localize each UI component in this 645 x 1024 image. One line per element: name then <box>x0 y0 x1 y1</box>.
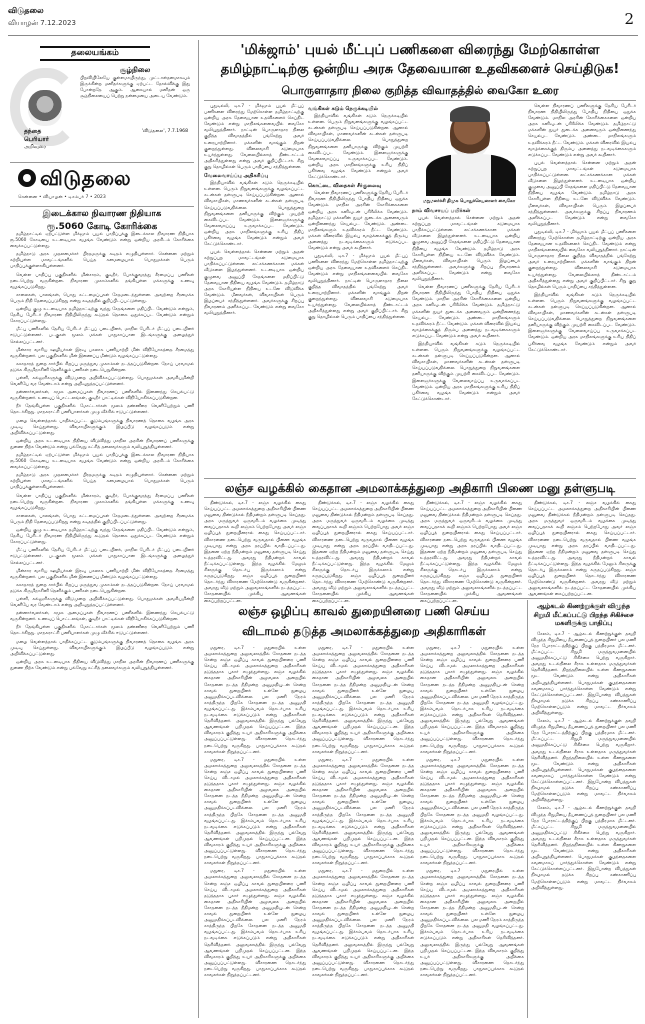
top-col-4-text-b: புயல் வெள்ளத்தால் சென்னை மற்றும் அதன் சுற்றுப்புற மாவட்டங்கள் கடுமையாக பாதிக்கப்பட்டுள்ளன. லட்சக்கணக்கான மக்கள் வீடுகளை இழந்துள்ளனர். உடனடியாக ஒன்றிய குழுவை அனுப்பி சேதங்களை மதிப்பிட்டு தேவையான நிதியை வழங்க வேண்டும். தமிழ்நாடு அரசு கோரியுள்ள நிதியை உடனே விடுவிக்க வேண்டும். மீனவர்கள், விவசாயிகள் பெரும் இழப்பைச் சந்தித்துள்ளனர். அவர்களுக்கு சிறப்பு நிவாரணம் அளிக்கப்பட வேண்டும் என்று வைகோ வலியுறுத்தினார். <box>528 160 636 227</box>
bottom-col-3-text-c: மதுரை, டிச.7 - மதுரையில் உள்ள அமலாக்கத்துறை அலுவலகத்தில் சோதனை நடத்த சென்ற லஞ்ச ஒழிப்பு காவல் துறையினரை பணி செய்ய விடாமல் அமலாக்கத்துறை அதிகாரிகள் தடுத்ததாக புகார் எழுந்துள்ளது. லஞ்ச வழக்கில் கைதான அதிகாரியின் அலுவலக அறையில் சோதனை நடத்த நீதிமன்ற அனுமதியுடன் சென்ற காவல் துறையினர் உள்ளே நுழைய அனுமதிக்கப்படவில்லை. பல மணி நேரம் காத்திருந்த பிறகே சோதனை நடத்த அனுமதி வழங்கப்பட்டது. இச்சம்பவம் தொடர்பாக உரிய நடவடிக்கை எடுக்கப்படும் என்று அதிகாரிகள் தெரிவித்தனர். அலுவலகத்தில் இருந்து பல்வேறு ஆவணங்கள் பறிமுதல் செய்யப்பட்டன. இந்த விவகாரம் குறித்து உயர் அதிகாரிகளுக்கு அறிக்கை அனுப்பப்பட்டுள்ளது. விசாரணை தொடர்ந்து நடைபெற்று வருகிறது. பாதுகாப்புக்காக கூடுதல் காவலர்கள் நிறுத்தப்பட்டனர். <box>420 869 524 978</box>
bottom-col-3-text: மதுரை, டிச.7 - மதுரையில் உள்ள அமலாக்கத்துறை அலுவலகத்தில் சோதனை நடத்த சென்ற லஞ்ச ஒழிப்பு காவல் துறையினரை பணி செய்ய விடாமல் அமலாக்கத்துறை அதிகாரிகள் தடுத்ததாக புகார் எழுந்துள்ளது. லஞ்ச வழக்கில் கைதான அதிகாரியின் அலுவலக அறையில் சோதனை நடத்த நீதிமன்ற அனுமதியுடன் சென்ற காவல் துறையினர் உள்ளே நுழைய அனுமதிக்கப்படவில்லை. பல மணி நேரம் காத்திருந்த பிறகே சோதனை நடத்த அனுமதி வழங்கப்பட்டது. இச்சம்பவம் தொடர்பாக உரிய நடவடிக்கை எடுக்கப்படும் என்று அதிகாரிகள் தெரிவித்தனர். அலுவலகத்தில் இருந்து பல்வேறு ஆவணங்கள் பறிமுதல் செய்யப்பட்டன. இந்த விவகாரம் குறித்து உயர் அதிகாரிகளுக்கு அறிக்கை அனுப்பப்பட்டுள்ளது. விசாரணை தொடர்ந்து நடைபெற்று வருகிறது. பாதுகாப்புக்காக கூடுதல் காவலர்கள் நிறுத்தப்பட்டனர். <box>420 646 524 755</box>
top-col-2-text: இந்தியாவில் வங்கிகள் கடும் நெருக்கடியில் உள்ளன. பெரும் நிறுவனங்களுக்கு வழங்கப்பட்ட கடன்கள் தள்ளுபடி செய்யப்படுகின்றன. ஆனால் விவசாயிகள், மாணவர்களின் கடன்கள் தள்ளுபடி செய்யப்படுவதில்லை. பொதுத்துறை நிறுவனங்களை தனியாருக்கு விற்கும் முயற்சி கைவிடப்பட வேண்டும். இளைஞர்களுக்கு வேலைவாய்ப்பு உருவாக்கப்பட வேண்டும். ஒன்றிய அரசு மாநிலங்களுக்கு உரிய நிதிப் பகிர்வை வழங்க வேண்டும் என்றும் அவர் கேட்டுக்கொண்டார். <box>308 114 408 181</box>
portrait-caption-1: தந்தை <box>24 128 42 135</box>
portrait-caption-3: அறிவுரை <box>24 144 46 150</box>
right-box-text-b: சேலம், டிச.7 - ஆழ்கடல் கிணற்றுக்குள் தவறி விழுந்த சிறுமியை தீயணைப்புத் துறையினர் பல மணி நேர போராட்டத்திற்குப் பிறகு பத்திரமாக மீட்டனர். மீட்கப்பட்ட சிறுமி மருத்துவமனையில் அனுமதிக்கப்பட்டு சிகிச்சை பெற்று வருகிறார். அவரது உடல்நிலை சீராக உள்ளதாக மருத்துவர்கள் தெரிவித்தனர். திறந்தநிலையில் உள்ள கிணறுகளை மூட வேண்டும் என்று அதிகாரிகள் அறிவுறுத்தியுள்ளனர். பொதுமக்கள் குழந்தைகளை கவனமாகப் பார்த்துக்கொள்ள வேண்டும் என்று கேட்டுக்கொள்ளப்பட்டனர். இதுபோன்ற விபத்துகள் நிகழாமல் தடுக்க சிறப்பு கண்காணிப்பு மேற்கொள்ளப்படும் என்று மாவட்ட நிர்வாகம் அறிவித்துள்ளது. <box>531 719 636 804</box>
mid-col-4 <box>528 501 636 598</box>
left-para: ஒன்றிய அரசு உடனடியாக நிதியை விடுவித்து மாநில அரசின் நிவாரணப் பணிகளுக்கு துணை நிற்க வேண்டும் என்று பல்வேறு கட்சித் தலைவர்களும் வலியுறுத்தியுள்ளனர். <box>10 438 194 450</box>
left-article-headline <box>10 206 194 233</box>
editorial-section-label <box>40 46 150 61</box>
portrait-caption-2: பெரியார் <box>24 136 49 143</box>
header-date: வியாழன் 7.12.2023 <box>8 19 76 27</box>
top-head-rule <box>204 100 636 101</box>
right-box-text: சேலம், டிச.7 - ஆழ்கடல் கிணற்றுக்குள் தவறி விழுந்த சிறுமியை தீயணைப்புத் துறையினர் பல மணி நேர போராட்டத்திற்குப் பிறகு பத்திரமாக மீட்டனர். மீட்கப்பட்ட சிறுமி மருத்துவமனையில் அனுமதிக்கப்பட்டு சிகிச்சை பெற்று வருகிறார். அவரது உடல்நிலை சீராக உள்ளதாக மருத்துவர்கள் தெரிவித்தனர். திறந்தநிலையில் உள்ள கிணறுகளை மூட வேண்டும் என்று அதிகாரிகள் அறிவுறுத்தியுள்ளனர். பொதுமக்கள் குழந்தைகளை கவனமாகப் பார்த்துக்கொள்ள வேண்டும் என்று கேட்டுக்கொள்ளப்பட்டனர். இதுபோன்ற விபத்துகள் நிகழாமல் தடுக்க சிறப்பு கண்காணிப்பு மேற்கொள்ளப்படும் என்று மாவட்ட நிர்வாகம் அறிவித்துள்ளது. <box>531 631 636 716</box>
photo-caption: மறுமலர்ச்சி திமுக பொதுச்செயலாளர் வைகோ <box>422 199 515 204</box>
page-number: 2 <box>624 10 634 28</box>
bottom-headline-1: லஞ்ச ஒழிப்பு காவல் துறையினரை பணி செய்ய <box>238 604 490 618</box>
top-subhead-4: நாம் விவசாயப் பயிர்கள் <box>412 208 471 214</box>
top-col-4 <box>528 104 636 474</box>
column-divider <box>198 40 199 1018</box>
left-para: மின்சார வாரிய ஊழியர்கள் இரவு பகலாக பணியாற்றி மின் விநியோகத்தை சீரமைத்து வருகின்றனர். பல பகுதிகளில் மின் இணைப்பு மீண்டும் வழங்கப்பட்டுள்ளது. <box>10 568 194 580</box>
left-para: மீட்பு பணிகளில் தேசிய பேரிடர் மீட்புப் படையினர், மாநில பேரிடர் மீட்புப் படையினர் ஈடுபட்டுள்ளனர். படகுகள் மூலம் மக்கள் பாதுகாப்பான இடங்களுக்கு அழைத்துச் செல்லப்பட்டனர். <box>10 327 194 345</box>
editorial-column-title: சூழ்நிலை <box>119 66 151 74</box>
bottom-col-3 <box>420 646 524 1018</box>
right-box-divider <box>527 600 528 1018</box>
bottom-col-2 <box>312 646 414 1018</box>
top-subhead-1: வங்கிகள் கடும் நெருக்கடியில் <box>308 106 379 112</box>
left-para: சாலைகள், பாலங்கள், பொது கட்டமைப்புகள் சேதமடைந்துள்ளன. அவற்றை சீரமைக்க பெரும் நிதி தேவைப்படுகிறது என்று கடிதத்தில் குறிப்பிடப்பட்டுள்ளது. <box>10 292 194 304</box>
left-para: சாலைகள், பாலங்கள், பொது கட்டமைப்புகள் சேதமடைந்துள்ளன. அவற்றை சீரமைக்க பெரும் நிதி தேவைப்படுகிறது என்று கடிதத்தில் குறிப்பிடப்பட்டுள்ளது. <box>10 513 194 525</box>
left-para: மின்சார வாரிய ஊழியர்கள் இரவு பகலாக பணியாற்றி மின் விநியோகத்தை சீரமைத்து வருகின்றனர். பல பகுதிகளில் மின் இணைப்பு மீண்டும் வழங்கப்பட்டுள்ளது. <box>10 347 194 359</box>
photo-shawl <box>426 154 516 196</box>
left-para: மழை வெள்ளத்தால் பாதிக்கப்பட்ட குடும்பங்களுக்கு நிவாரணத் தொகை வழங்க அரசு முடிவு செய்துள்ளது. விவசாயிகளுக்கும் இழப்பீடு வழங்கப்படும் என்று அறிவிக்கப்பட்டுள்ளது. <box>10 418 194 436</box>
bottom-col-1-text: மதுரை, டிச.7 - மதுரையில் உள்ள அமலாக்கத்துறை அலுவலகத்தில் சோதனை நடத்த சென்ற லஞ்ச ஒழிப்பு காவல் துறையினரை பணி செய்ய விடாமல் அமலாக்கத்துறை அதிகாரிகள் தடுத்ததாக புகார் எழுந்துள்ளது. லஞ்ச வழக்கில் கைதான அதிகாரியின் அலுவலக அறையில் சோதனை நடத்த நீதிமன்ற அனுமதியுடன் சென்ற காவல் துறையினர் உள்ளே நுழைய அனுமதிக்கப்படவில்லை. பல மணி நேரம் காத்திருந்த பிறகே சோதனை நடத்த அனுமதி வழங்கப்பட்டது. இச்சம்பவம் தொடர்பாக உரிய நடவடிக்கை எடுக்கப்படும் என்று அதிகாரிகள் தெரிவித்தனர். அலுவலகத்தில் இருந்து பல்வேறு ஆவணங்கள் பறிமுதல் செய்யப்பட்டன. இந்த விவகாரம் குறித்து உயர் அதிகாரிகளுக்கு அறிக்கை அனுப்பப்பட்டுள்ளது. விசாரணை தொடர்ந்து நடைபெற்று வருகிறது. பாதுகாப்புக்காக கூடுதல் காவலர்கள் நிறுத்தப்பட்டனர். <box>204 646 306 755</box>
mid-col-2 <box>312 501 414 604</box>
bottom-rule-top <box>204 598 636 599</box>
left-para: தன்னார்வலர்கள், சமூக அமைப்புகள் நிவாரணப் பணிகளில் இணைந்து செயல்பட்டு வருகின்றனர். உணவுப் பொட்டலங்கள், குடிநீர் பாட்டில்கள் விநியோகிக்கப்படுகின்றன. <box>10 611 194 623</box>
top-col-1-text-b: இந்தியாவில் வங்கிகள் கடும் நெருக்கடியில் உள்ளன. பெரும் நிறுவனங்களுக்கு வழங்கப்பட்ட கடன்கள் தள்ளுபடி செய்யப்படுகின்றன. ஆனால் விவசாயிகள், மாணவர்களின் கடன்கள் தள்ளுபடி செய்யப்படுவதில்லை. பொதுத்துறை நிறுவனங்களை தனியாருக்கு விற்கும் முயற்சி கைவிடப்பட வேண்டும். இளைஞர்களுக்கு வேலைவாய்ப்பு உருவாக்கப்பட வேண்டும். ஒன்றிய அரசு மாநிலங்களுக்கு உரிய நிதிப் பகிர்வை வழங்க வேண்டும் என்றும் அவர் கேட்டுக்கொண்டார். <box>204 181 304 248</box>
top-col-3-text: புயல் வெள்ளத்தால் சென்னை மற்றும் அதன் சுற்றுப்புற மாவட்டங்கள் கடுமையாக பாதிக்கப்பட்டுள்ளன. லட்சக்கணக்கான மக்கள் வீடுகளை இழந்துள்ளனர். உடனடியாக ஒன்றிய குழுவை அனுப்பி சேதங்களை மதிப்பிட்டு தேவையான நிதியை வழங்க வேண்டும். தமிழ்நாடு அரசு கோரியுள்ள நிதியை உடனே விடுவிக்க வேண்டும். மீனவர்கள், விவசாயிகள் பெரும் இழப்பைச் சந்தித்துள்ளனர். அவர்களுக்கு சிறப்பு நிவாரணம் அளிக்கப்பட வேண்டும் என்று வைகோ வலியுறுத்தினார். <box>412 216 520 283</box>
mid-col-1 <box>204 501 306 604</box>
top-col-4-text-c: புதுடில்லி, டிச.7 - மிக்ஜாம் புயல் மீட்புப் பணிகளை விரைந்து மேற்கொள்ள தமிழ்நாட்டிற்கு ஒன்றிய அரசு தேவையான உதவிகளைச் செய்திட வேண்டும் என்று மாநிலங்களவையில் வைகோ வலியுறுத்தினார். நாட்டின் பொருளாதார நிலை குறித்த விவாதத்தில் பங்கேற்று அவர் உரையாற்றினார். மக்களின் வாங்கும் திறன் குறைந்துள்ளது. விலைவாசி கடுமையாக உயர்ந்துள்ளது. வேலையில்லாத் திண்டாட்டம் அதிகரித்துள்ளது என்று அவர் குறிப்பிட்டார். சிறு குறு தொழில்கள் பெரும் பாதிப்பை சந்தித்துள்ளன. <box>528 229 636 290</box>
top-col-2-text-b: வெள்ள நிவாரணப் பணிகளுக்கு தேசிய பேரிடர் நிவாரண நிதியிலிருந்து போதிய நிதியை ஒதுக்க வேண்டும். மாநில அரசின் கோரிக்கைகளை ஒன்றிய அரசு கனிவுடன் பரிசீலிக்க வேண்டும். தமிழ்நாட்டு மக்களின் துயர் துடைக்க அனைவரும் ஒன்றிணைந்து செயல்பட வேண்டும். அண்டை மாநிலங்களும் உதவிக்கரம் நீட்ட வேண்டும். மக்கள் விரைவில் இயல்பு வாழ்க்கைக்குத் திரும்ப அனைத்து நடவடிக்கைகளும் எடுக்கப்பட வேண்டும் என்று அவர் கூறினார். <box>308 191 408 252</box>
mid-col-3 <box>420 501 522 604</box>
photo-hair <box>450 106 490 122</box>
top-subhead-3: கொட்டை விதைகள் சீர்குலைவு <box>308 183 382 190</box>
right-box <box>531 602 636 1018</box>
left-para: மீட்பு பணிகளில் தேசிய பேரிடர் மீட்புப் படையினர், மாநில பேரிடர் மீட்புப் படையினர் ஈடுபட்டுள்ளனர். படகுகள் மூலம் மக்கள் பாதுகாப்பான இடங்களுக்கு அழைத்துச் செல்லப்பட்டனர். <box>10 548 194 566</box>
mid-col-2-text: திண்டுக்கல், டிச.7 - லஞ்ச வழக்கில் கைது செய்யப்பட்ட அமலாக்கத்துறை அதிகாரியின் பிணை மனுவை திண்டுக்கல் நீதிமன்றம் தள்ளுபடி செய்தது. அரசு மருத்துவர் ஒருவரிடம் வழக்கை முடித்து வைப்பதாகக் கூறி லஞ்சம் பெற்றபோது அவர் லஞ்ச ஒழிப்புத் துறையினரால் கைது செய்யப்பட்டார். விசாரணை நடைபெற்று வருவதால் பிணை வழங்க முடியாது என்று அரசு தரப்பில் வாதிடப்பட்டது. இதனை ஏற்ற நீதிமன்றம் மனுவை தள்ளுபடி செய்து உத்தரவிட்டது. அவரது நீதிமன்றக் காவல் நீட்டிக்கப்பட்டுள்ளது. இந்த வழக்கில் மேலும் சிலருக்கு தொடர்பு இருக்கலாம் என்று கருதப்படுகிறது. லஞ்ச ஒழிப்புத் துறையினர் தொடர்ந்து விசாரணை மேற்கொண்டு வருகின்றனர். அவரது வீடு மற்றும் அலுவலகங்களில் நடத்தப்பட்ட சோதனையில் முக்கிய ஆவணங்கள் கைப்பற்றப்பட்டன. <box>312 501 414 604</box>
bottom-col-1 <box>204 646 306 1018</box>
right-box-body <box>531 632 636 1012</box>
masthead-logo-icon <box>18 169 36 187</box>
editorial-column-body: பிறவியிலேயே குள்ளமாயிருந்து, முட்டாள்தனமாகவும் இருக்கின்ற மனிதர்களுக்கு ஏற்பட்ட தோல்விக்கு இது போன்றதே ஆகும். ஆகையால் மனிதன் ஒரு சூழ்நிலையைப் பெற்று நன்மையை அடைய வேண்டும். <box>80 76 190 100</box>
top-col-1-text: புதுடில்லி, டிச.7 - மிக்ஜாம் புயல் மீட்புப் பணிகளை விரைந்து மேற்கொள்ள தமிழ்நாட்டிற்கு ஒன்றிய அரசு தேவையான உதவிகளைச் செய்திட வேண்டும் என்று மாநிலங்களவையில் வைகோ வலியுறுத்தினார். நாட்டின் பொருளாதார நிலை குறித்த விவாதத்தில் பங்கேற்று அவர் உரையாற்றினார். மக்களின் வாங்கும் திறன் குறைந்துள்ளது. விலைவாசி கடுமையாக உயர்ந்துள்ளது. வேலையில்லாத் திண்டாட்டம் அதிகரித்துள்ளது என்று அவர் குறிப்பிட்டார். சிறு குறு தொழில்கள் பெரும் பாதிப்பை சந்தித்துள்ளன. <box>204 104 304 170</box>
bottom-col-1-text-c: மதுரை, டிச.7 - மதுரையில் உள்ள அமலாக்கத்துறை அலுவலகத்தில் சோதனை நடத்த சென்ற லஞ்ச ஒழிப்பு காவல் துறையினரை பணி செய்ய விடாமல் அமலாக்கத்துறை அதிகாரிகள் தடுத்ததாக புகார் எழுந்துள்ளது. லஞ்ச வழக்கில் கைதான அதிகாரியின் அலுவலக அறையில் சோதனை நடத்த நீதிமன்ற அனுமதியுடன் சென்ற காவல் துறையினர் உள்ளே நுழைய அனுமதிக்கப்படவில்லை. பல மணி நேரம் காத்திருந்த பிறகே சோதனை நடத்த அனுமதி வழங்கப்பட்டது. இச்சம்பவம் தொடர்பாக உரிய நடவடிக்கை எடுக்கப்படும் என்று அதிகாரிகள் தெரிவித்தனர். அலுவலகத்தில் இருந்து பல்வேறு ஆவணங்கள் பறிமுதல் செய்யப்பட்டன. இந்த விவகாரம் குறித்து உயர் அதிகாரிகளுக்கு அறிக்கை அனுப்பப்பட்டுள்ளது. விசாரணை தொடர்ந்து நடைபெற்று வருகிறது. பாதுகாப்புக்காக கூடுதல் காவலர்கள் நிறுத்தப்பட்டனர். <box>204 869 306 978</box>
mid-col-3-text: திண்டுக்கல், டிச.7 - லஞ்ச வழக்கில் கைது செய்யப்பட்ட அமலாக்கத்துறை அதிகாரியின் பிணை மனுவை திண்டுக்கல் நீதிமன்றம் தள்ளுபடி செய்தது. அரசு மருத்துவர் ஒருவரிடம் வழக்கை முடித்து வைப்பதாகக் கூறி லஞ்சம் பெற்றபோது அவர் லஞ்ச ஒழிப்புத் துறையினரால் கைது செய்யப்பட்டார். விசாரணை நடைபெற்று வருவதால் பிணை வழங்க முடியாது என்று அரசு தரப்பில் வாதிடப்பட்டது. இதனை ஏற்ற நீதிமன்றம் மனுவை தள்ளுபடி செய்து உத்தரவிட்டது. அவரது நீதிமன்றக் காவல் நீட்டிக்கப்பட்டுள்ளது. இந்த வழக்கில் மேலும் சிலருக்கு தொடர்பு இருக்கலாம் என்று கருதப்படுகிறது. லஞ்ச ஒழிப்புத் துறையினர் தொடர்ந்து விசாரணை மேற்கொண்டு வருகின்றனர். அவரது வீடு மற்றும் அலுவலகங்களில் நடத்தப்பட்ட சோதனையில் முக்கிய ஆவணங்கள் கைப்பற்றப்பட்டன. <box>420 501 522 604</box>
top-col-3-text-c: இந்தியாவில் வங்கிகள் கடும் நெருக்கடியில் உள்ளன. பெரும் நிறுவனங்களுக்கு வழங்கப்பட்ட கடன்கள் தள்ளுபடி செய்யப்படுகின்றன. ஆனால் விவசாயிகள், மாணவர்களின் கடன்கள் தள்ளுபடி செய்யப்படுவதில்லை. பொதுத்துறை நிறுவனங்களை தனியாருக்கு விற்கும் முயற்சி கைவிடப்பட வேண்டும். இளைஞர்களுக்கு வேலைவாய்ப்பு உருவாக்கப்பட வேண்டும். ஒன்றிய அரசு மாநிலங்களுக்கு உரிய நிதிப் பகிர்வை வழங்க வேண்டும் என்றும் அவர் கேட்டுக்கொண்டார். <box>412 341 520 402</box>
top-col-1-text-c: புயல் வெள்ளத்தால் சென்னை மற்றும் அதன் சுற்றுப்புற மாவட்டங்கள் கடுமையாக பாதிக்கப்பட்டுள்ளன. லட்சக்கணக்கான மக்கள் வீடுகளை இழந்துள்ளனர். உடனடியாக ஒன்றிய குழுவை அனுப்பி சேதங்களை மதிப்பிட்டு தேவையான நிதியை வழங்க வேண்டும். தமிழ்நாடு அரசு கோரியுள்ள நிதியை உடனே விடுவிக்க வேண்டும். மீனவர்கள், விவசாயிகள் பெரும் இழப்பைச் சந்தித்துள்ளனர். அவர்களுக்கு சிறப்பு நிவாரணம் அளிக்கப்பட வேண்டும் என்று வைகோ வலியுறுத்தினார். <box>204 250 304 317</box>
left-para: நீர் தேங்கியுள்ள பகுதிகளில் மோட்டார்கள் மூலம் தண்ணீரை வெளியேற்றும் பணி தொடர்கிறது. மாநகராட்சி பணியாளர்கள் முழு வீச்சில் ஈடுபட்டுள்ளனர். <box>10 404 194 416</box>
page-header <box>8 6 638 36</box>
left-para: ஒன்றிய அரசு உடனடியாக நிதியை விடுவித்து மாநில அரசின் நிவாரணப் பணிகளுக்கு துணை நிற்க வேண்டும் என்று பல்வேறு கட்சித் தலைவர்களும் வலியுறுத்தியுள்ளனர். <box>10 659 194 671</box>
editorial-label-text: தலையங்கம் <box>71 48 119 58</box>
left-para: தமிழ்நாட்டில் ஏற்பட்டுள்ள மிக்ஜாம் புயல் பாதிப்புக்கு இடைக்கால நிவாரண நிதியாக ரூ.5060 கோடியை உடனடியாக வழங்க வேண்டும் என்று ஒன்றிய அரசிடம் கோரிக்கை வைக்கப்பட்டுள்ளது. <box>10 453 194 471</box>
top-col-3-text-b: வெள்ள நிவாரணப் பணிகளுக்கு தேசிய பேரிடர் நிவாரண நிதியிலிருந்து போதிய நிதியை ஒதுக்க வேண்டும். மாநில அரசின் கோரிக்கைகளை ஒன்றிய அரசு கனிவுடன் பரிசீலிக்க வேண்டும். தமிழ்நாட்டு மக்களின் துயர் துடைக்க அனைவரும் ஒன்றிணைந்து செயல்பட வேண்டும். அண்டை மாநிலங்களும் உதவிக்கரம் நீட்ட வேண்டும். மக்கள் விரைவில் இயல்பு வாழ்க்கைக்குத் திரும்ப அனைத்து நடவடிக்கைகளும் எடுக்கப்பட வேண்டும் என்று அவர் கூறினார். <box>412 285 520 339</box>
bottom-col-1-text-b: மதுரை, டிச.7 - மதுரையில் உள்ள அமலாக்கத்துறை அலுவலகத்தில் சோதனை நடத்த சென்ற லஞ்ச ஒழிப்பு காவல் துறையினரை பணி செய்ய விடாமல் அமலாக்கத்துறை அதிகாரிகள் தடுத்ததாக புகார் எழுந்துள்ளது. லஞ்ச வழக்கில் கைதான அதிகாரியின் அலுவலக அறையில் சோதனை நடத்த நீதிமன்ற அனுமதியுடன் சென்ற காவல் துறையினர் உள்ளே நுழைய அனுமதிக்கப்படவில்லை. பல மணி நேரம் காத்திருந்த பிறகே சோதனை நடத்த அனுமதி வழங்கப்பட்டது. இச்சம்பவம் தொடர்பாக உரிய நடவடிக்கை எடுக்கப்படும் என்று அதிகாரிகள் தெரிவித்தனர். அலுவலகத்தில் இருந்து பல்வேறு ஆவணங்கள் பறிமுதல் செய்யப்பட்டன. இந்த விவகாரம் குறித்து உயர் அதிகாரிகளுக்கு அறிக்கை அனுப்பப்பட்டுள்ளது. விசாரணை தொடர்ந்து நடைபெற்று வருகிறது. பாதுகாப்புக்காக கூடுதல் காவலர்கள் நிறுத்தப்பட்டனர். <box>204 757 306 867</box>
periyar-portrait <box>28 90 62 126</box>
masthead-title: விடுதலை <box>40 166 132 190</box>
bottom-headline-2: விடாமல் தடுத்த அமலாக்கத்துறை அதிகாரிகள் <box>242 624 486 638</box>
right-box-text-c: சேலம், டிச.7 - ஆழ்கடல் கிணற்றுக்குள் தவறி விழுந்த சிறுமியை தீயணைப்புத் துறையினர் பல மணி நேர போராட்டத்திற்குப் பிறகு பத்திரமாக மீட்டனர். மீட்கப்பட்ட சிறுமி மருத்துவமனையில் அனுமதிக்கப்பட்டு சிகிச்சை பெற்று வருகிறார். அவரது உடல்நிலை சீராக உள்ளதாக மருத்துவர்கள் தெரிவித்தனர். திறந்தநிலையில் உள்ள கிணறுகளை மூட வேண்டும் என்று அதிகாரிகள் அறிவுறுத்தியுள்ளனர். பொதுமக்கள் குழந்தைகளை கவனமாகப் பார்த்துக்கொள்ள வேண்டும் என்று கேட்டுக்கொள்ளப்பட்டனர். இதுபோன்ற விபத்துகள் நிகழாமல் தடுக்க சிறப்பு கண்காணிப்பு மேற்கொள்ளப்படும் என்று மாவட்ட நிர்வாகம் அறிவித்துள்ளது. <box>531 806 636 891</box>
top-col-3 <box>412 206 520 474</box>
top-col-4-text: வெள்ள நிவாரணப் பணிகளுக்கு தேசிய பேரிடர் நிவாரண நிதியிலிருந்து போதிய நிதியை ஒதுக்க வேண்டும். மாநில அரசின் கோரிக்கைகளை ஒன்றிய அரசு கனிவுடன் பரிசீலிக்க வேண்டும். தமிழ்நாட்டு மக்களின் துயர் துடைக்க அனைவரும் ஒன்றிணைந்து செயல்பட வேண்டும். அண்டை மாநிலங்களும் உதவிக்கரம் நீட்ட வேண்டும். மக்கள் விரைவில் இயல்பு வாழ்க்கைக்குத் திரும்ப அனைத்து நடவடிக்கைகளும் எடுக்கப்பட வேண்டும் என்று அவர் கூறினார். <box>528 104 636 158</box>
mid-headline: லஞ்ச வழக்கில் கைதான அமலாக்கத்துறை அதிகாரி பிணை மனு தள்ளுபடி <box>224 481 616 495</box>
left-headline-2: ரூ.5060 கோடி கோரிக்கை <box>46 222 158 232</box>
top-headline-2: தமிழ்நாட்டிற்கு ஒன்றிய அரசு தேவையான உதவிகளைச் செய்திடுக! <box>220 62 620 77</box>
top-subhead: பொருளாதார நிலை குறித்த விவாதத்தில் வைகோ உரை <box>281 84 559 97</box>
mid-rule-top <box>204 478 636 479</box>
top-headline-1: 'மிக்ஜாம்' புயல் மீட்புப் பணிகளை விரைந்து மேற்கொள்ள <box>240 42 600 58</box>
left-para: சுகாதாரத் துறை சார்பில் சிறப்பு மருத்துவ முகாம்கள் நடத்தப்படுகின்றன. நோய் பரவாமல் தடுக்க கிருமிநாசினி தெளிக்கும் பணிகள் நடைபெறுகின்றன. <box>10 361 194 373</box>
editorial-portrait <box>10 68 80 160</box>
left-para: ஒன்றிய குழு உடனடியாக தமிழ்நாட்டிற்கு வந்து சேதங்களை மதிப்பிட வேண்டும் என்றும், தேசிய பேரிடர் நிவாரண நிதியிலிருந்து கூடுதல் தொகை ஒதுக்கப்பட வேண்டும் என்றும் கோரப்பட்டுள்ளது. <box>10 307 194 325</box>
left-para: சுகாதாரத் துறை சார்பில் சிறப்பு மருத்துவ முகாம்கள் நடத்தப்படுகின்றன. நோய் பரவாமல் தடுக்க கிருமிநாசினி தெளிக்கும் பணிகள் நடைபெறுகின்றன. <box>10 582 194 594</box>
masthead <box>10 162 194 202</box>
left-para: பள்ளி, கல்லூரிகளுக்கு விடுமுறை அறிவிக்கப்பட்டுள்ளது. பொதுமக்கள் அவசியமின்றி வெளியே வர வேண்டாம் என்று அறிவுறுத்தப்பட்டுள்ளனர். <box>10 596 194 609</box>
top-subhead-2: வேலைவாய்ப்பு அதிகரிப்பு <box>204 173 269 180</box>
vaiko-photo <box>412 104 526 196</box>
top-col-4-text-d: இந்தியாவில் வங்கிகள் கடும் நெருக்கடியில் உள்ளன. பெரும் நிறுவனங்களுக்கு வழங்கப்பட்ட கடன்கள் தள்ளுபடி செய்யப்படுகின்றன. ஆனால் விவசாயிகள், மாணவர்களின் கடன்கள் தள்ளுபடி செய்யப்படுவதில்லை. பொதுத்துறை நிறுவனங்களை தனியாருக்கு விற்கும் முயற்சி கைவிடப்பட வேண்டும். இளைஞர்களுக்கு வேலைவாய்ப்பு உருவாக்கப்பட வேண்டும். ஒன்றிய அரசு மாநிலங்களுக்கு உரிய நிதிப் பகிர்வை வழங்க வேண்டும் என்றும் அவர் கேட்டுக்கொண்டார். <box>528 292 636 353</box>
masthead-subline: சென்னை • வியாழன் • டிசம்பர் 7 • 2023 <box>18 195 106 200</box>
left-para: நீர் தேங்கியுள்ள பகுதிகளில் மோட்டார்கள் மூலம் தண்ணீரை வெளியேற்றும் பணி தொடர்கிறது. மாநகராட்சி பணியாளர்கள் முழு வீச்சில் ஈடுபட்டுள்ளனர். <box>10 625 194 637</box>
editorial-signoff: 'விடுதலை', 7.7.1968 <box>141 129 188 134</box>
left-article-body <box>10 232 194 1018</box>
bottom-col-2-text: மதுரை, டிச.7 - மதுரையில் உள்ள அமலாக்கத்துறை அலுவலகத்தில் சோதனை நடத்த சென்ற லஞ்ச ஒழிப்பு காவல் துறையினரை பணி செய்ய விடாமல் அமலாக்கத்துறை அதிகாரிகள் தடுத்ததாக புகார் எழுந்துள்ளது. லஞ்ச வழக்கில் கைதான அதிகாரியின் அலுவலக அறையில் சோதனை நடத்த நீதிமன்ற அனுமதியுடன் சென்ற காவல் துறையினர் உள்ளே நுழைய அனுமதிக்கப்படவில்லை. பல மணி நேரம் காத்திருந்த பிறகே சோதனை நடத்த அனுமதி வழங்கப்பட்டது. இச்சம்பவம் தொடர்பாக உரிய நடவடிக்கை எடுக்கப்படும் என்று அதிகாரிகள் தெரிவித்தனர். அலுவலகத்தில் இருந்து பல்வேறு ஆவணங்கள் பறிமுதல் செய்யப்பட்டன. இந்த விவகாரம் குறித்து உயர் அதிகாரிகளுக்கு அறிக்கை அனுப்பப்பட்டுள்ளது. விசாரணை தொடர்ந்து நடைபெற்று வருகிறது. பாதுகாப்புக்காக கூடுதல் காவலர்கள் நிறுத்தப்பட்டனர். <box>312 646 414 755</box>
top-col-2 <box>308 104 408 474</box>
right-box-headline: ஆழ்கடல் கிணற்றுக்குள் விழுந்த சிறுமி மீட்கப்பட்டு பிறந்த சிகிச்சை மகளிருக்கு பாதிப்பு <box>533 602 634 628</box>
left-para: பள்ளி, கல்லூரிகளுக்கு விடுமுறை அறிவிக்கப்பட்டுள்ளது. பொதுமக்கள் அவசியமின்றி வெளியே வர வேண்டாம் என்று அறிவுறுத்தப்பட்டுள்ளனர். <box>10 375 194 388</box>
bottom-col-2-text-c: மதுரை, டிச.7 - மதுரையில் உள்ள அமலாக்கத்துறை அலுவலகத்தில் சோதனை நடத்த சென்ற லஞ்ச ஒழிப்பு காவல் துறையினரை பணி செய்ய விடாமல் அமலாக்கத்துறை அதிகாரிகள் தடுத்ததாக புகார் எழுந்துள்ளது. லஞ்ச வழக்கில் கைதான அதிகாரியின் அலுவலக அறையில் சோதனை நடத்த நீதிமன்ற அனுமதியுடன் சென்ற காவல் துறையினர் உள்ளே நுழைய அனுமதிக்கப்படவில்லை. பல மணி நேரம் காத்திருந்த பிறகே சோதனை நடத்த அனுமதி வழங்கப்பட்டது. இச்சம்பவம் தொடர்பாக உரிய நடவடிக்கை எடுக்கப்படும் என்று அதிகாரிகள் தெரிவித்தனர். அலுவலகத்தில் இருந்து பல்வேறு ஆவணங்கள் பறிமுதல் செய்யப்பட்டன. இந்த விவகாரம் குறித்து உயர் அதிகாரிகளுக்கு அறிக்கை அனுப்பப்பட்டுள்ளது. விசாரணை தொடர்ந்து நடைபெற்று வருகிறது. பாதுகாப்புக்காக கூடுதல் காவலர்கள் நிறுத்தப்பட்டனர். <box>312 869 414 978</box>
left-para: தமிழ்நாட்டில் ஏற்பட்டுள்ள மிக்ஜாம் புயல் பாதிப்புக்கு இடைக்கால நிவாரண நிதியாக ரூ.5060 கோடியை உடனடியாக வழங்க வேண்டும் என்று ஒன்றிய அரசிடம் கோரிக்கை வைக்கப்பட்டுள்ளது. <box>10 232 194 250</box>
left-para: மழை வெள்ளத்தால் பாதிக்கப்பட்ட குடும்பங்களுக்கு நிவாரணத் தொகை வழங்க அரசு முடிவு செய்துள்ளது. விவசாயிகளுக்கும் இழப்பீடு வழங்கப்படும் என்று அறிவிக்கப்பட்டுள்ளது. <box>10 639 194 657</box>
left-para: ஒன்றிய குழு உடனடியாக தமிழ்நாட்டிற்கு வந்து சேதங்களை மதிப்பிட வேண்டும் என்றும், தேசிய பேரிடர் நிவாரண நிதியிலிருந்து கூடுதல் தொகை ஒதுக்கப்பட வேண்டும் என்றும் கோரப்பட்டுள்ளது. <box>10 528 194 546</box>
left-para: தமிழ்நாடு அரசு முதலமைச்சர் பிரதமருக்கு கடிதம் எழுதியுள்ளார். சென்னை மற்றும் சுற்றியுள்ள மாவட்டங்களில் பெய்த கனமழையால் பொதுமக்கள் பெரும் பாதிப்புக்குள்ளாகியுள்ளனர். <box>10 473 194 491</box>
top-col-2-text-c: புதுடில்லி, டிச.7 - மிக்ஜாம் புயல் மீட்புப் பணிகளை விரைந்து மேற்கொள்ள தமிழ்நாட்டிற்கு ஒன்றிய அரசு தேவையான உதவிகளைச் செய்திட வேண்டும் என்று மாநிலங்களவையில் வைகோ வலியுறுத்தினார். நாட்டின் பொருளாதார நிலை குறித்த விவாதத்தில் பங்கேற்று அவர் உரையாற்றினார். மக்களின் வாங்கும் திறன் குறைந்துள்ளது. விலைவாசி கடுமையாக உயர்ந்துள்ளது. வேலையில்லாத் திண்டாட்டம் அதிகரித்துள்ளது என்று அவர் குறிப்பிட்டார். சிறு குறு தொழில்கள் பெரும் பாதிப்பை சந்தித்துள்ளன. <box>308 254 408 321</box>
mid-head-rule <box>204 497 636 498</box>
mid-col-1-text: திண்டுக்கல், டிச.7 - லஞ்ச வழக்கில் கைது செய்யப்பட்ட அமலாக்கத்துறை அதிகாரியின் பிணை மனுவை திண்டுக்கல் நீதிமன்றம் தள்ளுபடி செய்தது. அரசு மருத்துவர் ஒருவரிடம் வழக்கை முடித்து வைப்பதாகக் கூறி லஞ்சம் பெற்றபோது அவர் லஞ்ச ஒழிப்புத் துறையினரால் கைது செய்யப்பட்டார். விசாரணை நடைபெற்று வருவதால் பிணை வழங்க முடியாது என்று அரசு தரப்பில் வாதிடப்பட்டது. இதனை ஏற்ற நீதிமன்றம் மனுவை தள்ளுபடி செய்து உத்தரவிட்டது. அவரது நீதிமன்றக் காவல் நீட்டிக்கப்பட்டுள்ளது. இந்த வழக்கில் மேலும் சிலருக்கு தொடர்பு இருக்கலாம் என்று கருதப்படுகிறது. லஞ்ச ஒழிப்புத் துறையினர் தொடர்ந்து விசாரணை மேற்கொண்டு வருகின்றனர். அவரது வீடு மற்றும் அலுவலகங்களில் நடத்தப்பட்ட சோதனையில் முக்கிய ஆவணங்கள் கைப்பற்றப்பட்டன. <box>204 501 306 604</box>
left-para: தமிழ்நாடு அரசு முதலமைச்சர் பிரதமருக்கு கடிதம் எழுதியுள்ளார். சென்னை மற்றும் சுற்றியுள்ள மாவட்டங்களில் பெய்த கனமழையால் பொதுமக்கள் பெரும் பாதிப்புக்குள்ளாகியுள்ளனர். <box>10 252 194 270</box>
left-para: வெள்ள பாதிப்பு பகுதிகளில் மின்சாரம், குடிநீர், போக்குவரத்து சீரமைப்பு பணிகள் நடைபெற்று வருகின்றன. நிவாரண முகாம்களில் தங்கியுள்ள மக்களுக்கு உணவு வழங்கப்படுகிறது. <box>10 493 194 511</box>
header-masthead-small: விடுதலை <box>8 6 44 15</box>
left-headline-1: இடைக்கால நிவாரண நிதியாக <box>42 209 162 219</box>
left-para: வெள்ள பாதிப்பு பகுதிகளில் மின்சாரம், குடிநீர், போக்குவரத்து சீரமைப்பு பணிகள் நடைபெற்று வருகின்றன. நிவாரண முகாம்களில் தங்கியுள்ள மக்களுக்கு உணவு வழங்கப்படுகிறது. <box>10 272 194 290</box>
bottom-col-3-text-b: மதுரை, டிச.7 - மதுரையில் உள்ள அமலாக்கத்துறை அலுவலகத்தில் சோதனை நடத்த சென்ற லஞ்ச ஒழிப்பு காவல் துறையினரை பணி செய்ய விடாமல் அமலாக்கத்துறை அதிகாரிகள் தடுத்ததாக புகார் எழுந்துள்ளது. லஞ்ச வழக்கில் கைதான அதிகாரியின் அலுவலக அறையில் சோதனை நடத்த நீதிமன்ற அனுமதியுடன் சென்ற காவல் துறையினர் உள்ளே நுழைய அனுமதிக்கப்படவில்லை. பல மணி நேரம் காத்திருந்த பிறகே சோதனை நடத்த அனுமதி வழங்கப்பட்டது. இச்சம்பவம் தொடர்பாக உரிய நடவடிக்கை எடுக்கப்படும் என்று அதிகாரிகள் தெரிவித்தனர். அலுவலகத்தில் இருந்து பல்வேறு ஆவணங்கள் பறிமுதல் செய்யப்பட்டன. இந்த விவகாரம் குறித்து உயர் அதிகாரிகளுக்கு அறிக்கை அனுப்பப்பட்டுள்ளது. விசாரணை தொடர்ந்து நடைபெற்று வருகிறது. பாதுகாப்புக்காக கூடுதல் காவலர்கள் நிறுத்தப்பட்டனர். <box>420 757 524 867</box>
left-para: தன்னார்வலர்கள், சமூக அமைப்புகள் நிவாரணப் பணிகளில் இணைந்து செயல்பட்டு வருகின்றனர். உணவுப் பொட்டலங்கள், குடிநீர் பாட்டில்கள் விநியோகிக்கப்படுகின்றன. <box>10 390 194 402</box>
bottom-col-2-text-b: மதுரை, டிச.7 - மதுரையில் உள்ள அமலாக்கத்துறை அலுவலகத்தில் சோதனை நடத்த சென்ற லஞ்ச ஒழிப்பு காவல் துறையினரை பணி செய்ய விடாமல் அமலாக்கத்துறை அதிகாரிகள் தடுத்ததாக புகார் எழுந்துள்ளது. லஞ்ச வழக்கில் கைதான அதிகாரியின் அலுவலக அறையில் சோதனை நடத்த நீதிமன்ற அனுமதியுடன் சென்ற காவல் துறையினர் உள்ளே நுழைய அனுமதிக்கப்படவில்லை. பல மணி நேரம் காத்திருந்த பிறகே சோதனை நடத்த அனுமதி வழங்கப்பட்டது. இச்சம்பவம் தொடர்பாக உரிய நடவடிக்கை எடுக்கப்படும் என்று அதிகாரிகள் தெரிவித்தனர். அலுவலகத்தில் இருந்து பல்வேறு ஆவணங்கள் பறிமுதல் செய்யப்பட்டன. இந்த விவகாரம் குறித்து உயர் அதிகாரிகளுக்கு அறிக்கை அனுப்பப்பட்டுள்ளது. விசாரணை தொடர்ந்து நடைபெற்று வருகிறது. பாதுகாப்புக்காக கூடுதல் காவலர்கள் நிறுத்தப்பட்டனர். <box>312 757 414 867</box>
top-col-1 <box>204 104 304 474</box>
mid-col-4-text: திண்டுக்கல், டிச.7 - லஞ்ச வழக்கில் கைது செய்யப்பட்ட அமலாக்கத்துறை அதிகாரியின் பிணை மனுவை திண்டுக்கல் நீதிமன்றம் தள்ளுபடி செய்தது. அரசு மருத்துவர் ஒருவரிடம் வழக்கை முடித்து வைப்பதாகக் கூறி லஞ்சம் பெற்றபோது அவர் லஞ்ச ஒழிப்புத் துறையினரால் கைது செய்யப்பட்டார். விசாரணை நடைபெற்று வருவதால் பிணை வழங்க முடியாது என்று அரசு தரப்பில் வாதிடப்பட்டது. இதனை ஏற்ற நீதிமன்றம் மனுவை தள்ளுபடி செய்து உத்தரவிட்டது. அவரது நீதிமன்றக் காவல் நீட்டிக்கப்பட்டுள்ளது. இந்த வழக்கில் மேலும் சிலருக்கு தொடர்பு இருக்கலாம் என்று கருதப்படுகிறது. லஞ்ச ஒழிப்புத் துறையினர் தொடர்ந்து விசாரணை மேற்கொண்டு வருகின்றனர். அவரது வீடு மற்றும் அலுவலகங்களில் நடத்தப்பட்ட சோதனையில் முக்கிய ஆவணங்கள் கைப்பற்றப்பட்டன. <box>528 501 636 598</box>
